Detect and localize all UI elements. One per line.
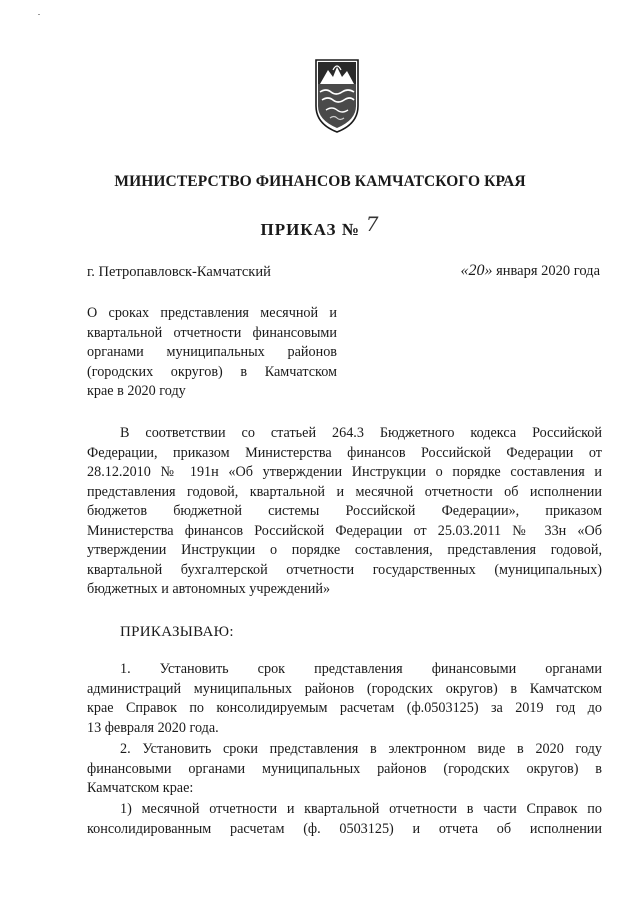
order-subject [87, 304, 337, 402]
preamble-line: Министерства финансов Российской Федерации от 25.03.2011 № 33н «Об [87, 522, 602, 539]
item-1-line: 13 февраля 2020 года. [87, 719, 219, 736]
preamble-paragraph [87, 424, 602, 600]
date-line [460, 262, 600, 280]
coat-of-arms-icon [314, 58, 360, 134]
preamble-line: утверждении Инструкции о порядке составления, представления годовой, [87, 542, 602, 558]
subject-line: органами муниципальных районов [87, 344, 337, 360]
subject-line: квартальной отчетности финансовыми [87, 324, 337, 341]
preamble-line: В соответствии со статьей 264.3 Бюджетного кодекса Российской [120, 425, 602, 441]
item-2-1-line: консолидированным расчетам (ф. 0503125) и отчета об исполнении [87, 820, 602, 837]
subject-line: (городских округов) в Камчатском [87, 363, 337, 380]
subject-line: О сроках представления месячной и [87, 305, 337, 321]
preamble-line: бюджетов бюджетной системы Российской Федерации», приказом [87, 503, 602, 519]
item-2-1-paragraph [87, 800, 602, 839]
subject-line: крае в 2020 году [87, 383, 186, 399]
order-title [0, 212, 640, 240]
preamble-line: Федерации, приказом Министерства финансов Российской Федерации от [87, 444, 602, 461]
item-2-1-line: 1) месячной отчетности и квартальной отчетности в части Справок по [120, 801, 602, 817]
scan-speck [38, 14, 40, 15]
item-2-line: финансовыми органами муниципальных районов (городских округов) в [87, 760, 602, 777]
preamble-line: квартальной бухгалтерской отчетности государственных (муниципальных) [87, 561, 602, 578]
order-directive: ПРИКАЗЫВАЮ: [120, 624, 234, 640]
item-2-line: 2. Установить сроки представления в электронном виде в 2020 году [120, 741, 602, 757]
preamble-line: представления годовой, квартальной и месячной отчетности об исполнении [87, 483, 602, 500]
item-2-paragraph [87, 740, 602, 799]
item-1-line: администраций муниципальных районов (городских округов) в Камчатском [87, 680, 602, 697]
date-rest: января 2020 года [496, 263, 600, 279]
ministry-title: МИНИСТЕРСТВО ФИНАНСОВ КАМЧАТСКОГО КРАЯ [114, 173, 526, 190]
item-2-line: Камчатском крае: [87, 780, 194, 796]
item-1-line: 1. Установить срок представления финансовыми органами [120, 661, 602, 677]
preamble-line: 28.12.2010 № 191н «Об утверждении Инструкции о порядке составления и [87, 464, 602, 480]
preamble-line: бюджетных и автономных учреждений» [87, 581, 331, 597]
order-number: 7 [365, 212, 380, 236]
date-day: «20» [460, 262, 493, 279]
city-line: г. Петропавловск-Камчатский [87, 264, 271, 280]
item-1-paragraph [87, 660, 602, 738]
order-label: ПРИКАЗ № [260, 220, 360, 239]
item-1-line: крае Справок по консолидируемым расчетам (ф.0503125) за 2019 год до [87, 700, 602, 716]
